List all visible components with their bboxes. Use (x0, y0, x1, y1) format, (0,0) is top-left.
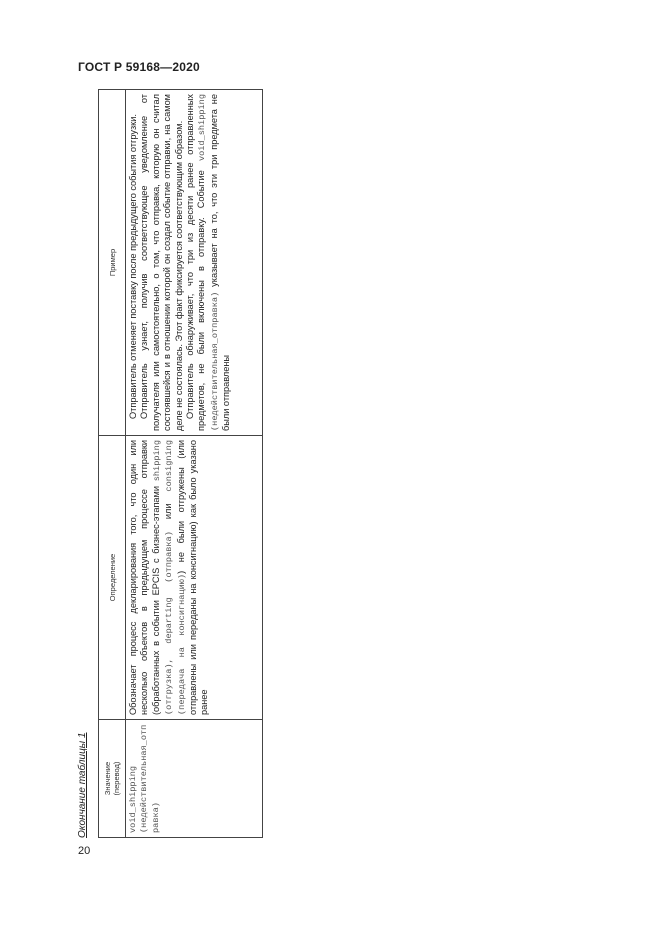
rotated-table-area (77, 90, 263, 838)
definition-code-2: consigning (передача на консигнацию) (164, 440, 187, 715)
page-number: 20 (78, 845, 91, 857)
value-cell (126, 720, 263, 838)
definition-cell (126, 436, 263, 720)
example-text-3b: указывает на то, что эти три предмета не были отправлены (208, 94, 232, 431)
example-paragraph-3 (185, 94, 233, 431)
example-text-3a: Отправитель обнаруживает, что три из десяти ранее отправленных предметов, не были включены в отправку. Событие (185, 94, 207, 431)
example-cell (126, 90, 263, 436)
table-row (126, 90, 263, 838)
definition-text-2: или (163, 491, 174, 532)
column-header-value: Значение (перевод) (99, 720, 126, 838)
table-caption: Окончание таблицы 1 (77, 732, 88, 838)
standard-title: ГОСТ Р 59168—2020 (78, 60, 200, 74)
definition-text-3: ) не были отгружены (или отправлены или переданы на консигнацию) как было указано ранее (175, 440, 210, 715)
value-translation: (недействительная_отправка) (139, 724, 161, 833)
example-code-3: void_shipping (недействительная_отправка) (197, 94, 220, 431)
definition-text-1: Обозначает процесс декларирования того, что один или несколько объектов в предыдущем процессе отправки (обработанных в событии EPCIS с бизнес-этапами (128, 440, 161, 715)
definition-code-1: shipping (отгрузка), departing (отправка) (151, 440, 175, 715)
example-paragraph-2: Отправитель узнает, получив соответствующее уведомление от получателя или самостоятельно, о том, что отправка, которую он считал состоявшейся и в отношении которой он создал событие отправки, на самом деле не состоялась. Этот факт фиксируется соответствующим образом. (139, 94, 184, 431)
example-paragraph-1: Отправитель отменяет поставку после предыдущего события отгрузки. (128, 114, 138, 419)
column-header-definition: Определение (99, 436, 126, 720)
column-header-example: Пример (99, 90, 126, 436)
definitions-table (98, 89, 263, 838)
table-header-row (99, 90, 126, 838)
value-code: void_shipping (128, 765, 138, 833)
